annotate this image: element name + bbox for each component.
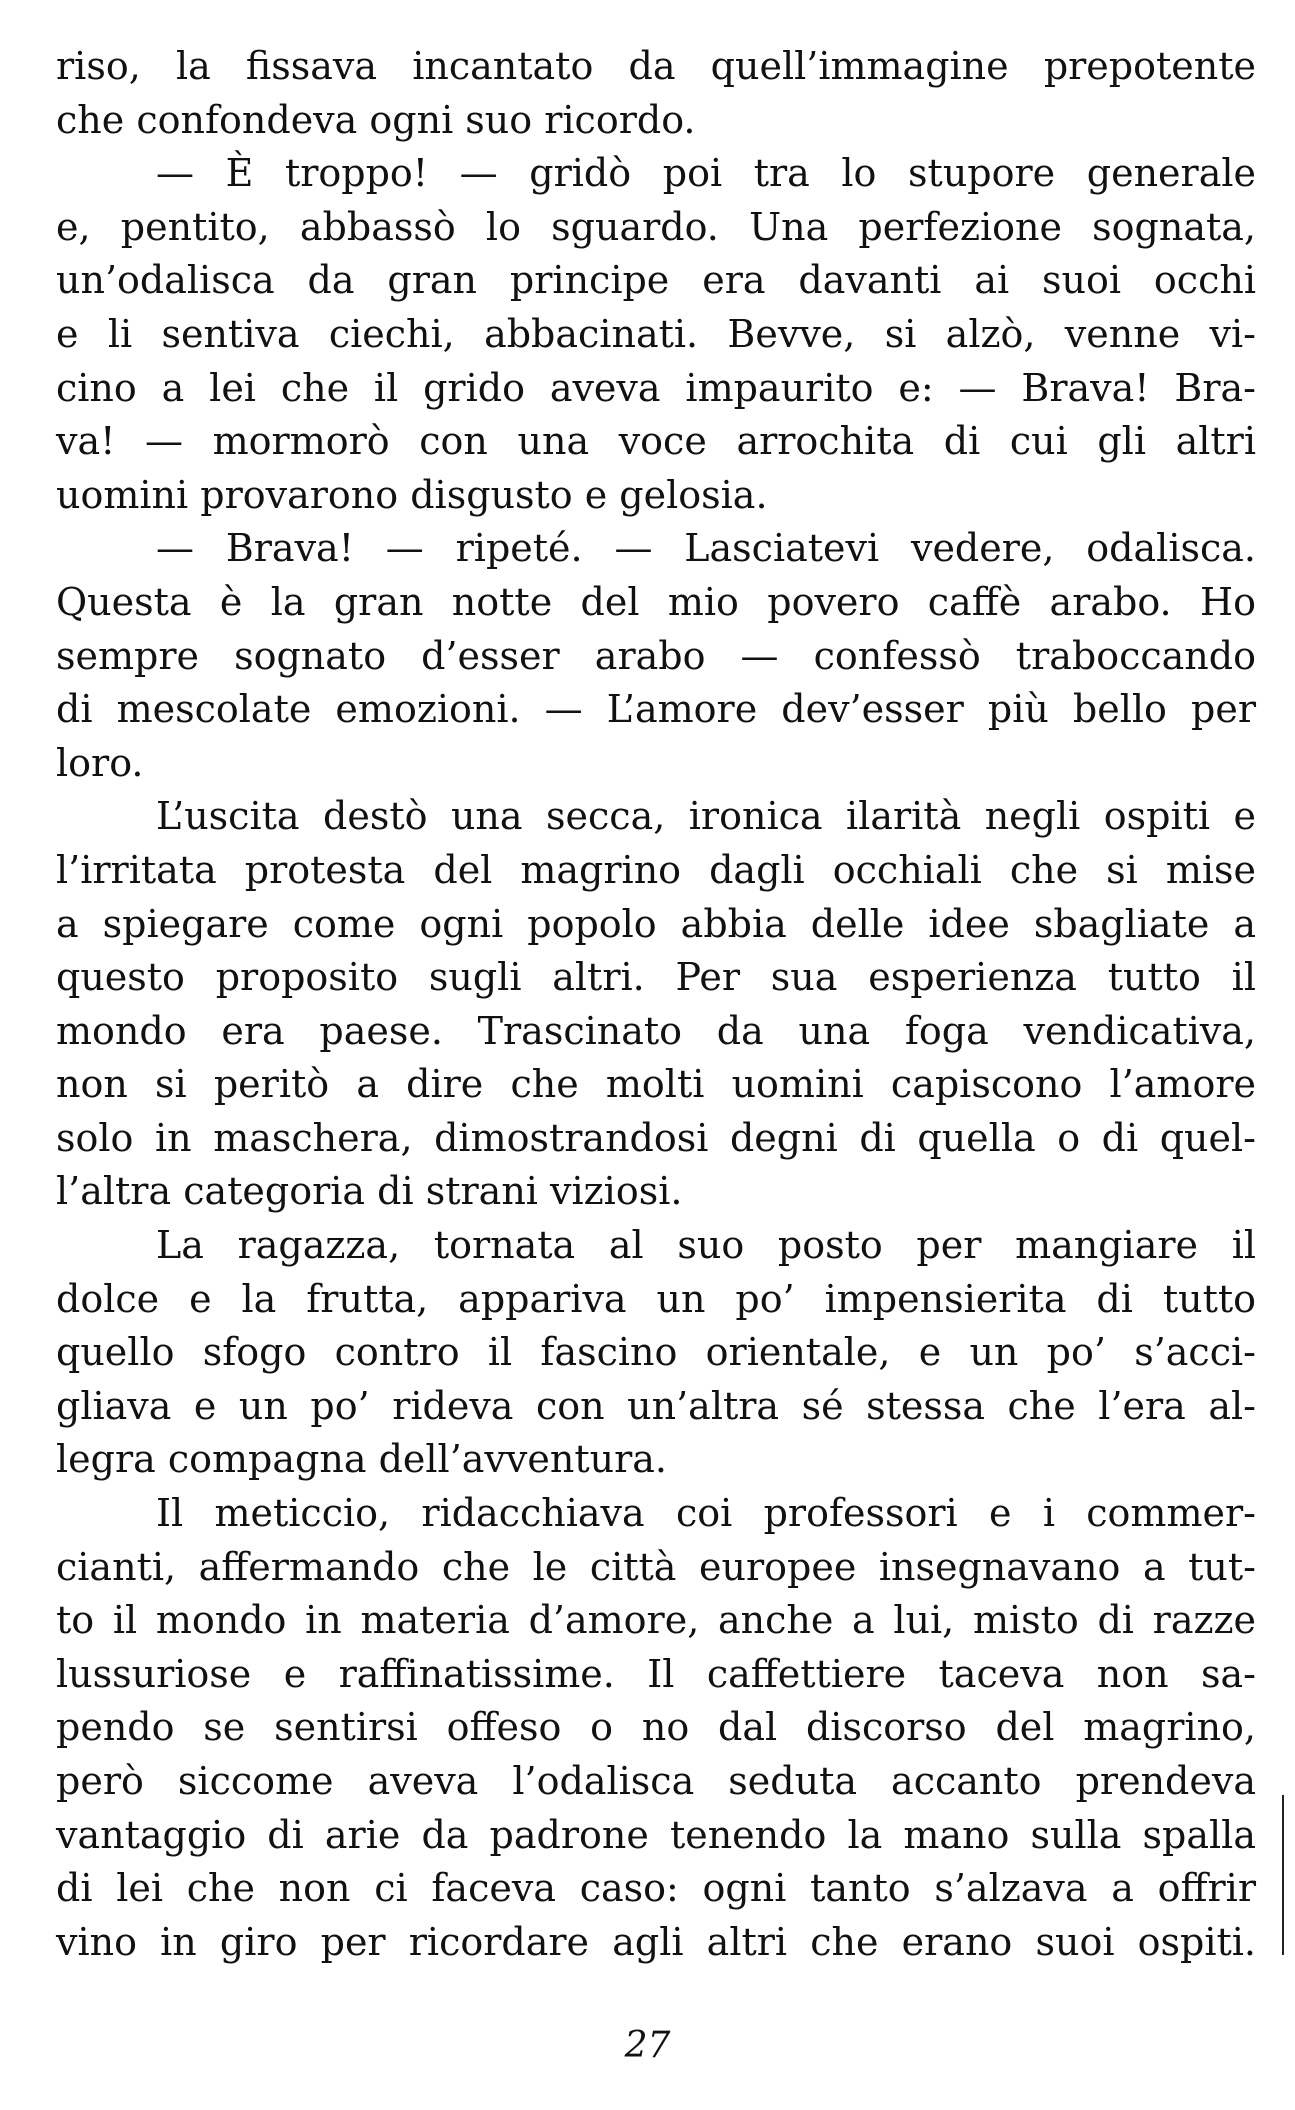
text-line: Questa è la gran notte del mio povero caffè arabo. Ho <box>56 579 1256 624</box>
margin-rule <box>1282 1795 1284 1955</box>
text-line: L’uscita destò una secca, ironica ilarità negli ospiti e <box>156 794 1256 839</box>
text-line: mondo era paese. Trascinato da una foga vendicativa, <box>56 1008 1256 1053</box>
text-line: uomini provarono disgusto e gelosia. <box>56 472 768 517</box>
text-line: — Brava! — ripeté. — Lasciatevi vedere, odalisca. <box>156 526 1256 571</box>
page-number: 27 <box>624 2025 671 2066</box>
text-line: questo proposito sugli altri. Per sua esperienza tutto il <box>56 955 1256 1000</box>
text-line: cino a lei che il grido aveva impaurito e: — Brava! Bra- <box>56 365 1256 410</box>
text-line: che confondeva ogni suo ricordo. <box>56 97 696 142</box>
text-line: La ragazza, tornata al suo posto per mangiare il <box>156 1223 1256 1268</box>
text-line: cianti, affermando che le città europee insegnavano a tut- <box>56 1544 1256 1589</box>
text-line: quello sfogo contro il fascino orientale, e un po’ s’acci- <box>56 1330 1256 1375</box>
text-line: vantaggio di arie da padrone tenendo la mano sulla spalla <box>56 1812 1256 1857</box>
text-line: l’altra categoria di strani viziosi. <box>56 1169 683 1214</box>
text-line: di mescolate emozioni. — L’amore dev’esser più bello per <box>56 687 1256 732</box>
text-line: e li sentiva ciechi, abbacinati. Bevve, si alzò, venne vi- <box>56 311 1256 356</box>
text-line: solo in maschera, dimostrandosi degni di quella o di quel- <box>56 1115 1256 1160</box>
text-line: va! — mormorò con una voce arrochita di cui gli altri <box>56 419 1256 464</box>
text-line: di lei che non ci faceva caso: ogni tanto s’alzava a offrir <box>56 1866 1256 1911</box>
text-line: — È troppo! — gridò poi tra lo stupore generale <box>156 151 1256 196</box>
text-line: dolce e la frutta, appariva un po’ impensierita di tutto <box>56 1276 1256 1321</box>
text-line: l’irritata protesta del magrino dagli occhiali che si mise <box>56 847 1256 892</box>
text-line: riso, la fissava incantato da quell’immagine prepotente <box>56 44 1256 88</box>
page-body <box>56 40 1256 1969</box>
text-line: sempre sognato d’esser arabo — confessò traboccando <box>56 633 1256 678</box>
text-line: lussuriose e raffinatissime. Il caffettiere taceva non sa- <box>56 1651 1256 1696</box>
text-line: pendo se sentirsi offeso o no dal discorso del magrino, <box>56 1705 1256 1750</box>
text-line: non si peritò a dire che molti uomini capiscono l’amore <box>56 1062 1256 1107</box>
text-line: un’odalisca da gran principe era davanti ai suoi occhi <box>56 258 1256 303</box>
text-line: e, pentito, abbassò lo sguardo. Una perfezione sognata, <box>56 204 1256 249</box>
text-line: a spiegare come ogni popolo abbia delle idee sbagliate a <box>56 901 1256 946</box>
text-line: loro. <box>56 740 144 785</box>
text-line: vino in giro per ricordare agli altri che erano suoi ospiti. <box>56 1919 1256 1964</box>
text-line: to il mondo in materia d’amore, anche a lui, misto di razze <box>56 1598 1256 1643</box>
text-line: gliava e un po’ rideva con un’altra sé stessa che l’era al- <box>56 1383 1256 1428</box>
text-line: legra compagna dell’avventura. <box>56 1437 667 1482</box>
text-line: però siccome aveva l’odalisca seduta accanto prendeva <box>56 1759 1256 1803</box>
text-line: Il meticcio, ridacchiava coi professori e i commer- <box>156 1491 1256 1536</box>
